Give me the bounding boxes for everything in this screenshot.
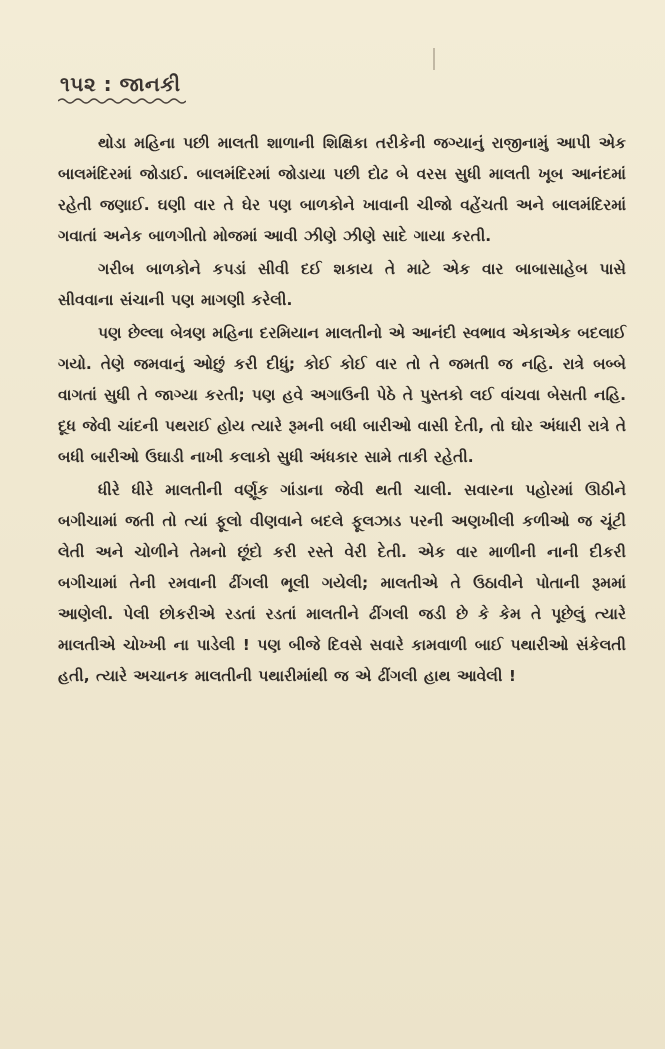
body-text [58, 128, 626, 694]
paragraph-3: પણ છેલ્લા બેત્રણ મહિના દરમિયાન માલતીનો એ આનંદી સ્વભાવ એકાએક બદલાઈ ગયો. તેણે જમવાનું ઓછું કરી દીધું; કોઈ કોઈ વાર તો તે જમતી જ નહિ. રાત્રે બબ્બે વાગતાં સુધી તે જાગ્યા કરતી; પણ હવે અગાઉની પેઠે તે પુસ્તકો લઈ વાંચવા બેસતી નહિ. દૂધ જેવી ચાંદની પથરાઈ હોય ત્યારે રૂમની બધી બારીઓ વાસી દેતી, તો ઘોર અંધારી રાત્રે તે બધી બારીઓ ઉઘાડી નાખી કલાકો સુધી અંધકાર સામે તાકી રહેતી. [58, 324, 626, 466]
paragraph-1: થોડા મહિના પછી માલતી શાળાની શિક્ષિકા તરીકેની જગ્યાનું રાજીનામું આપી એક બાલમંદિરમાં જોડાઈ. બાલમંદિરમાં જોડાયા પછી દોઢ બે વરસ સુધી માલતી ખૂબ આનંદમાં રહેતી જણાઈ. ઘણી વાર તે ઘેર પણ બાળકોને ખાવાની ચીજો વહેંચતી અને બાલમંદિરમાં ગવાતાં અનેક બાળગીતો મોજમાં આવી ઝીણે ઝીણે સાદે ગાયા કરતી. [58, 134, 626, 245]
running-header: ૧૫૨ : જાનકી [60, 72, 181, 96]
header-wavy-underline [58, 96, 186, 106]
paragraph-2: ગરીબ બાળકોને કપડાં સીવી દઈ શકાય તે માટે એક વાર બાબાસાહેબ પાસે સીવવાના સંચાની પણ માગણી કરેલી. [58, 260, 626, 309]
pen-mark [433, 48, 435, 70]
paragraph-4: ધીરે ધીરે માલતીની વર્ણૂક ગાંડાના જેવી થતી ચાલી. સવારના પહોરમાં ઊઠીને બગીચામાં જતી તો ત્યાં ફૂલો વીણવાને બદલે ફૂલઝાડ પરની અણખીલી કળીઓ જ ચૂંટી લેતી અને ચોળીને તેમનો છૂંદો કરી રસ્તે વેરી દેતી. એક વાર માળીની નાની દીકરી બગીચામાં તેની રમવાની ઢીંગલી ભૂલી ગયેલી; માલતીએ તે ઉઠાવીને પોતાની રૂમમાં આણેલી. પેલી છોકરીએ રડતાં રડતાં માલતીને ઢીંગલી જડી છે કે કેમ તે પૂછેલું ત્યારે માલતીએ ચોખ્ખી ના પાડેલી ! પણ બીજે દિવસે સવારે કામવાળી બાઈ પથારીઓ સંકેલતી હતી, ત્યારે અચાનક માલતીની પથારીમાંથી જ એ ઢીંગલી હાથ આવેલી ! [58, 481, 626, 685]
